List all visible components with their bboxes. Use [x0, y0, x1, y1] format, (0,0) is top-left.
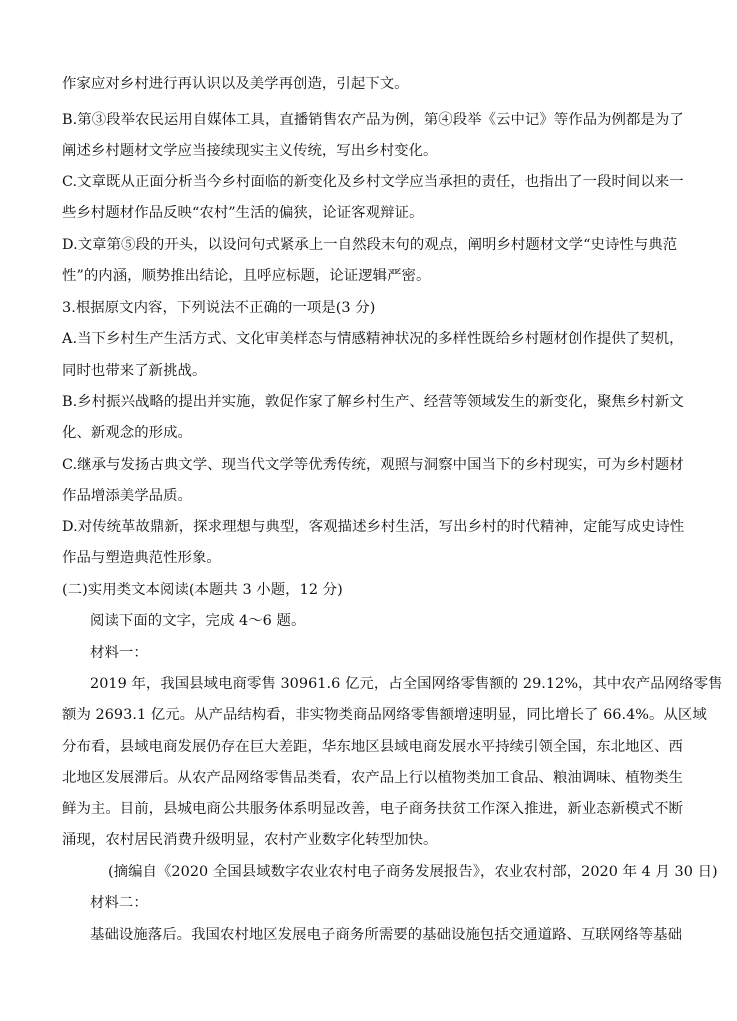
text-line: 作品与塑造典范性形象。 — [62, 550, 221, 566]
option-d-line: D.文章第⑤段的开头，以设问句式紧承上一自然段末句的观点，阐明乡村题材文学“史诗性与典范 — [62, 237, 678, 253]
text-line: 性”的内涵，顺势推出结论，且呼应标题，论证逻辑严密。 — [62, 268, 431, 284]
option-c-line: C.文章既从正面分析当今乡村面临的新变化及乡村文学应当承担的责任，也指出了一段时间以来一 — [62, 174, 684, 190]
instruction-text: 阅读下面的文字，完成 4～6 题。 — [90, 613, 306, 629]
text-line: 额为 2693.1 亿元。从产品结构看，非实物类商品网络零售额增速明显，同比增长了 66.4%。从区域 — [62, 707, 707, 723]
material-heading: 材料二： — [90, 895, 148, 911]
option-d-line: D.对传统革故鼎新，探求理想与典型，客观描述乡村生活，写出乡村的时代精神，定能写成史诗性 — [62, 519, 685, 535]
option-a-line: A.当下乡村生产生活方式、文化审美样态与情感精神状况的多样性既给乡村题材创作提供了契机， — [62, 331, 684, 347]
section-heading: (二)实用类文本阅读(本题共 3 小题，12 分) — [62, 582, 343, 598]
material-heading: 材料一： — [90, 645, 148, 661]
paragraph-first-line: 基础设施落后。我国农村地区发展电子商务所需要的基础设施包括交通道路、互联网络等基础 — [90, 927, 683, 943]
text-line: 北地区发展滞后。从农产品网络零售品类看，农产品上行以植物类加工食品、粮油调味、植物类生 — [62, 770, 683, 786]
text-line: 同时也带来了新挑战。 — [62, 363, 207, 379]
text-line: 些乡村题材作品反映“农村”生活的偏狭，论证客观辩证。 — [62, 205, 424, 221]
source-citation: (摘编自《2020 全国县域数字农业农村电子商务发展报告》，农业农村部，2020 年 4 月 30 日) — [108, 864, 718, 880]
text-line: 分布看，县域电商发展仍存在巨大差距，华东地区县域电商发展水平持续引领全国，东北地区、西 — [62, 739, 683, 755]
text-line: 阐述乡村题材文学应当接续现实主义传统，写出乡村变化。 — [62, 143, 438, 159]
option-c-line: C.继承与发扬古典文学、现当代文学等优秀传统，观照与洞察中国当下的乡村现实，可为乡村题材 — [62, 457, 684, 473]
paragraph-first-line: 2019 年，我国县域电商零售 30961.6 亿元，占全国网络零售额的 29.12%，其中农产品网络零售 — [90, 676, 723, 692]
option-b-line: B.第③段举农民运用自媒体工具，直播销售农产品为例，第④段举《云中记》等作品为例都是为了 — [62, 112, 684, 128]
text-line: 化、新观念的形成。 — [62, 425, 192, 441]
text-line: 涌现，农村居民消费升级明显，农村产业数字化转型加快。 — [62, 832, 438, 848]
option-b-line: B.乡村振兴战略的提出并实施，敦促作家了解乡村生产、经营等领域发生的新变化，聚焦乡村新文 — [62, 394, 684, 410]
text-line: 鲜为主。目前，县城电商公共服务体系明显改善，电子商务扶贫工作深入推进，新业态新模式不断 — [62, 801, 683, 817]
text-line: 作家应对乡村进行再认识以及美学再创造，引起下文。 — [62, 76, 409, 92]
question-3: 3.根据原文内容，下列说法不正确的一项是(3 分) — [62, 300, 376, 316]
text-line: 作品增添美学品质。 — [62, 488, 192, 504]
